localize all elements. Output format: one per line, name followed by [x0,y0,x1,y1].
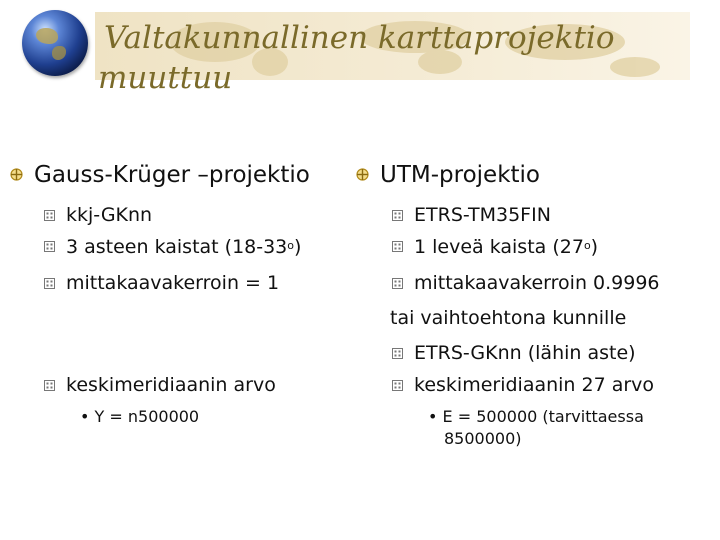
square-dots-bullet-icon [392,210,403,221]
square-dots-bullet-icon [392,278,403,289]
right-item-etrs: ETRS-TM35FIN [414,204,551,226]
square-dots-bullet-icon [44,210,55,221]
slide-title [98,18,615,98]
square-dots-bullet-icon [44,380,55,391]
square-dots-bullet-icon [44,278,55,289]
left-subitem: • Y = n500000 [80,407,200,426]
left-item-kerroin: mittakaavakerroin = 1 [66,272,280,294]
right-item-vaihtoehto: tai vaihtoehtona kunnille [390,307,627,329]
right-subitem-line-1: • E = 500000 (tarvittaessa [428,407,644,426]
globe-icon [22,10,88,76]
left-item-kaistat: 3 asteen kaistat (18-33$^o$) [66,236,302,258]
right-subitem-line-2: 8500000) [444,429,522,448]
right-item-gknn: ETRS-GKnn (lähin aste) [414,342,636,364]
right-heading: UTM-projektio [380,162,540,188]
square-dots-bullet-icon [44,241,55,252]
circle-cross-bullet-icon [10,168,23,181]
square-dots-bullet-icon [392,348,403,359]
title-line-2: muuttuu [98,60,233,96]
square-dots-bullet-icon [392,380,403,391]
title-line-1: Valtakunnallinen karttaprojektio [104,20,615,56]
left-item-keskimeridiaani: keskimeridiaanin arvo [66,374,276,396]
circle-cross-bullet-icon [356,168,369,181]
right-item-keskimeridiaani: keskimeridiaanin 27 arvo [414,374,655,396]
square-dots-bullet-icon [392,241,403,252]
right-item-kerroin: mittakaavakerroin 0.9996 [414,272,660,294]
left-item-kkj: kkj-GKnn [66,204,153,226]
left-heading: Gauss-Krüger –projektio [34,162,310,188]
right-item-kaista: 1 leveä kaista (27$^o$) [414,236,599,258]
